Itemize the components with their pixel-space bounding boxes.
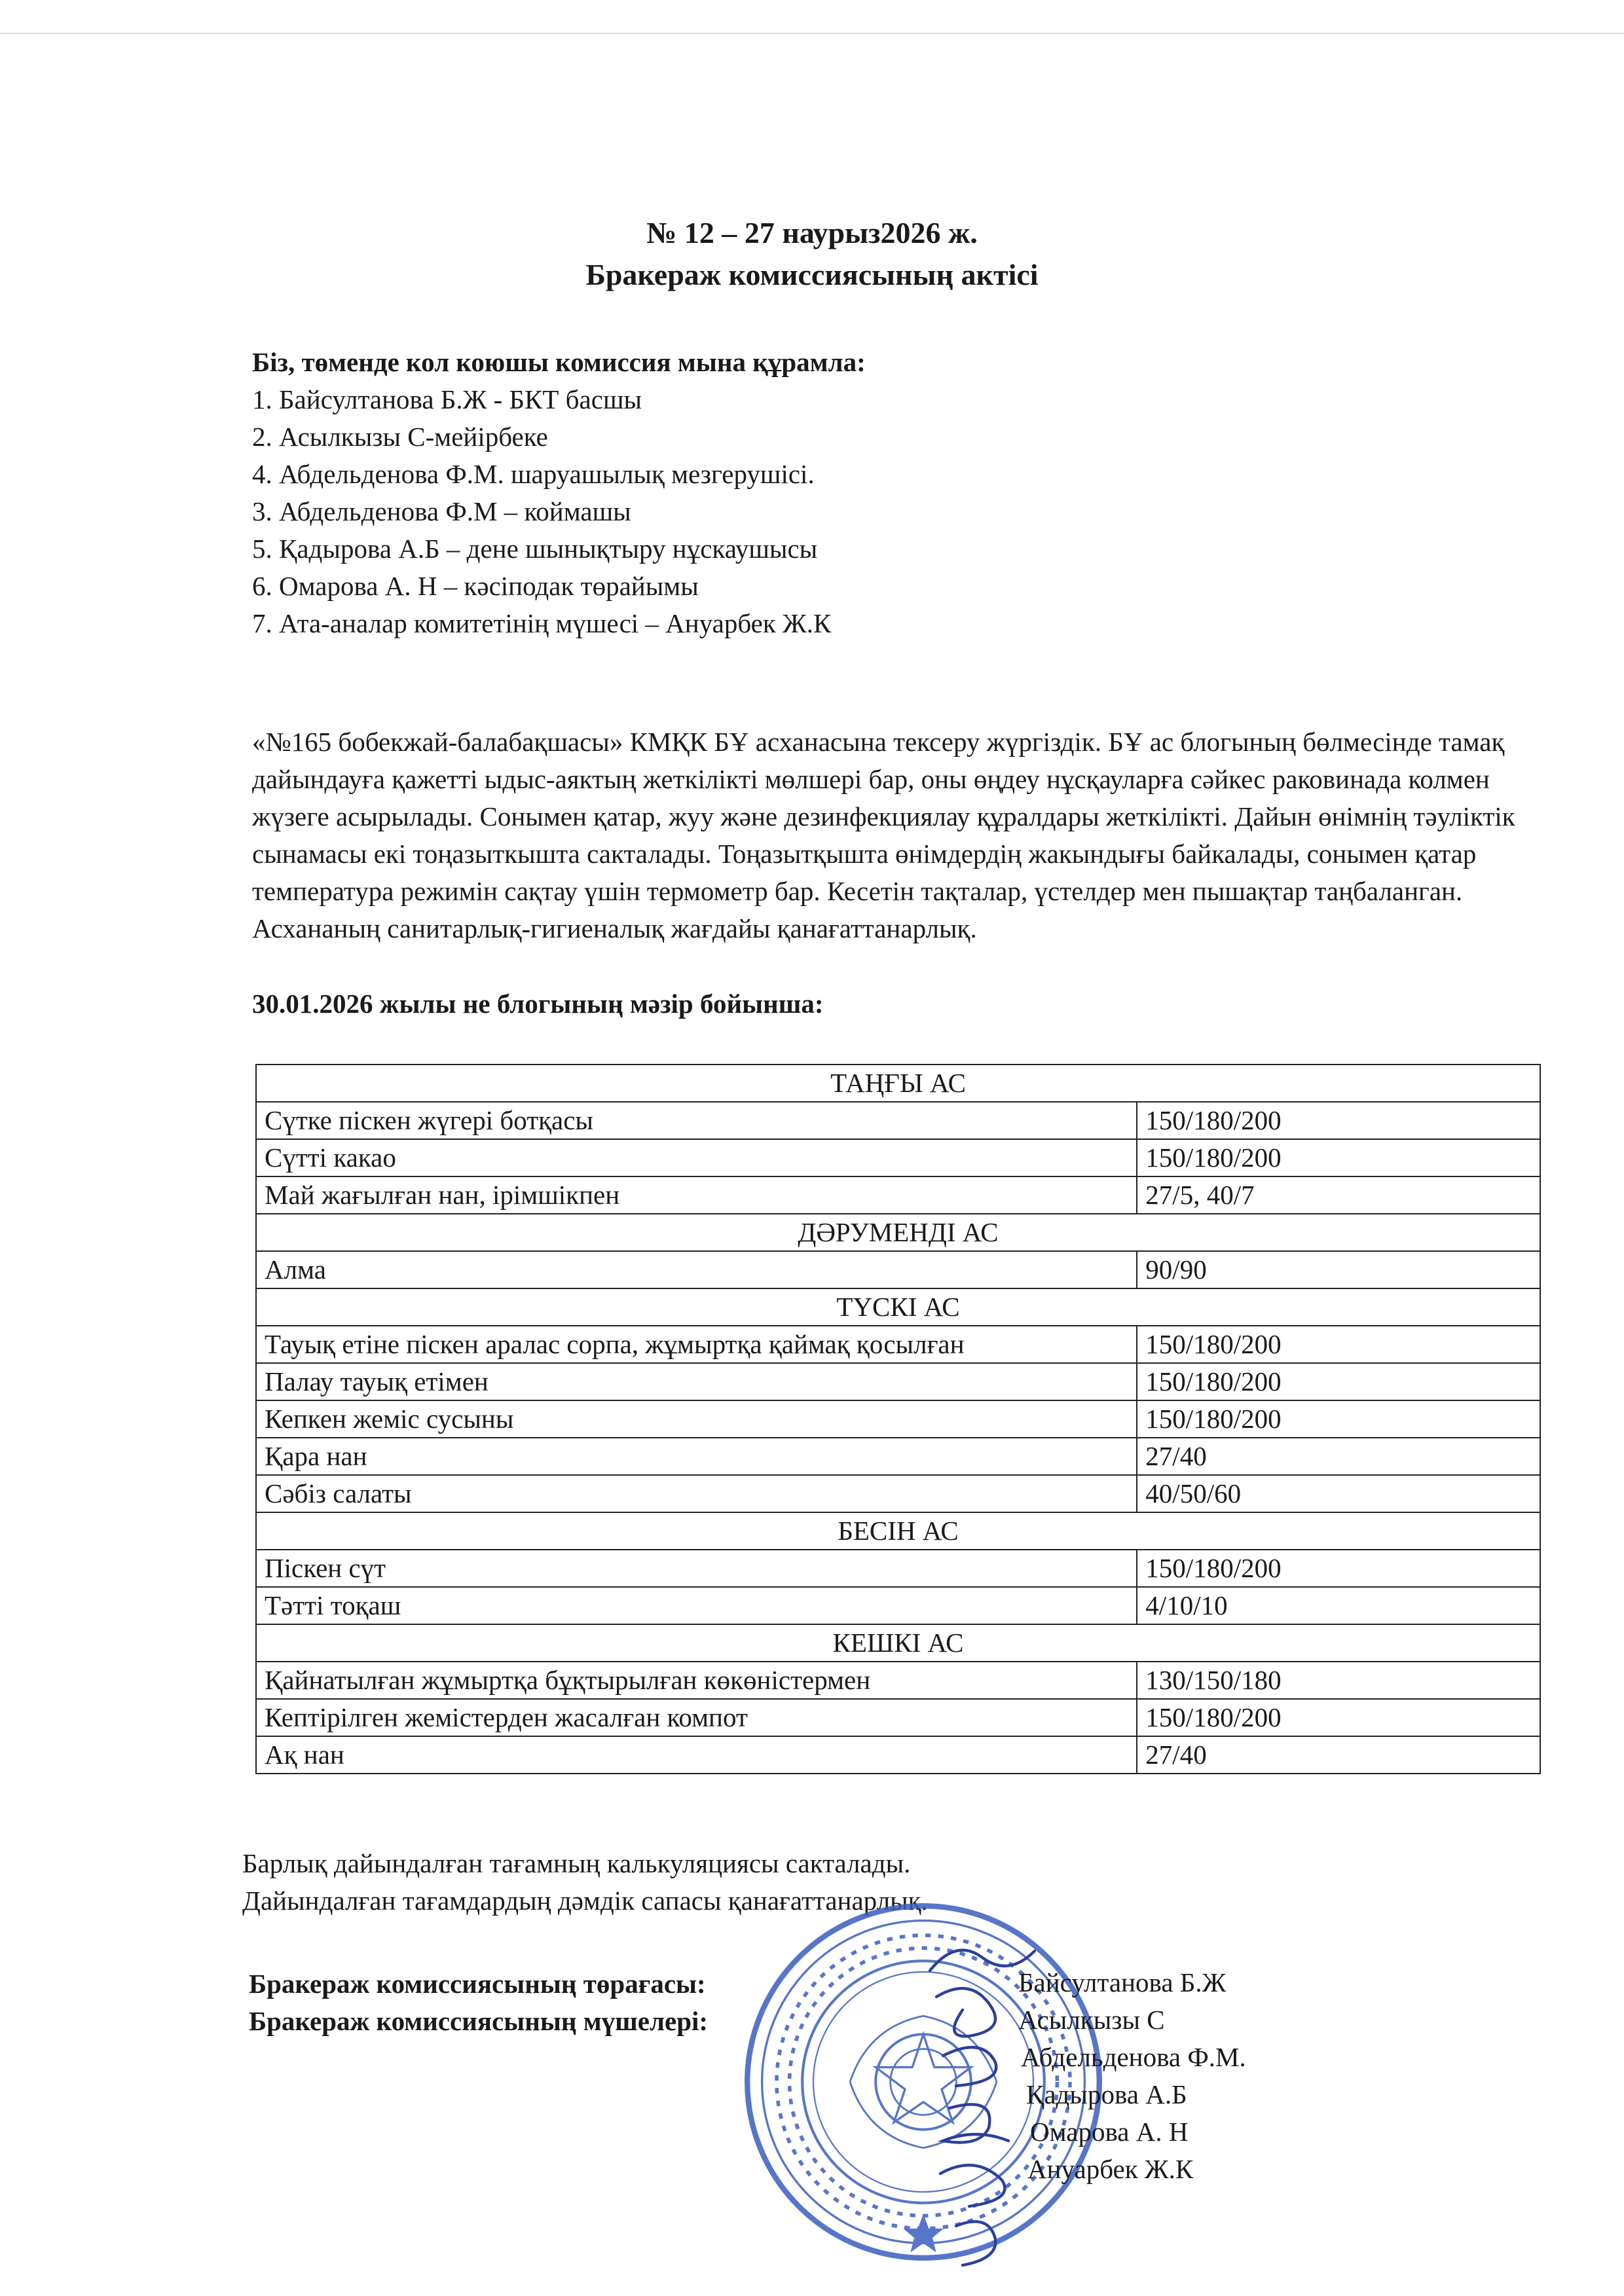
dish-portion: 27/40 (1137, 1736, 1540, 1774)
commission-member: 6. Омарова А. Н – кәсіподак төрайымы (252, 571, 699, 601)
section-row (256, 1065, 1540, 1102)
dish-portion: 4/10/10 (1137, 1587, 1540, 1624)
commission-member: 7. Ата-аналар комитетінің мүшесі – Ануарбек Ж.К (252, 608, 832, 638)
dish-portion: 150/180/200 (1137, 1699, 1540, 1736)
commission-member: 5. Қадырова А.Б – дене шынықтыру нұскаушысы (252, 534, 818, 564)
section-row (256, 1288, 1540, 1326)
dish-name: Алма (256, 1251, 1137, 1288)
dish-portion: 90/90 (1137, 1251, 1540, 1288)
commission-intro: Біз, төменде кол коюшы комиссия мына құрамла: (252, 347, 866, 377)
section-title: ДӘРУМЕНДІ АС (256, 1214, 1540, 1251)
dish-name: Кептірілген жемістерден жасалған компот (256, 1699, 1137, 1736)
dish-portion: 40/50/60 (1137, 1475, 1540, 1512)
chair-label: Бракераж комиссиясының төрағасы: (249, 1969, 706, 1999)
table-row (256, 1139, 1540, 1176)
scan-edge-line (0, 33, 1624, 34)
table-row (256, 1736, 1540, 1774)
signatory-name: Омарова А. Н (1030, 2117, 1189, 2147)
table-row (256, 1363, 1540, 1400)
dish-name: Ақ нан (256, 1736, 1137, 1774)
section-title: БЕСІН АС (256, 1512, 1540, 1550)
members-label: Бракераж комиссиясының мүшелері: (249, 2006, 709, 2036)
dish-name: Сүтті какао (256, 1139, 1137, 1176)
section-row (256, 1512, 1540, 1550)
signatory-name: Абдельденова Ф.М. (1021, 2042, 1246, 2072)
dish-name: Қара нан (256, 1438, 1137, 1475)
table-row (256, 1587, 1540, 1624)
dish-portion: 130/150/180 (1137, 1662, 1540, 1699)
dish-name: Қайнатылған жұмыртқа бұқтырылған көкөністермен (256, 1662, 1137, 1699)
commission-members-block (252, 344, 1496, 642)
dish-portion: 27/5, 40/7 (1137, 1176, 1540, 1214)
dish-name: Сүтке піскен жүгері ботқасы (256, 1102, 1137, 1139)
table-row (256, 1550, 1540, 1587)
signatory-name: Ануарбек Ж.К (1027, 2154, 1194, 2184)
dish-portion: 150/180/200 (1137, 1400, 1540, 1438)
dish-name: Палау тауық етімен (256, 1363, 1137, 1400)
dish-name: Сәбіз салаты (256, 1475, 1137, 1512)
dish-name: Кепкен жеміс сусыны (256, 1400, 1137, 1438)
section-title: ТАҢҒЫ АС (256, 1065, 1540, 1102)
commission-member: 2. Асылкызы С-мейірбеке (252, 422, 548, 452)
act-title: Бракераж комиссиясының актісі (585, 258, 1039, 291)
dish-portion: 150/180/200 (1137, 1363, 1540, 1400)
section-row (256, 1214, 1540, 1251)
dish-portion: 150/180/200 (1137, 1139, 1540, 1176)
menu-date-line: 30.01.2026 жылы не блогының мәзір бойынша: (252, 989, 824, 1019)
section-title: КЕШКІ АС (256, 1624, 1540, 1662)
table-row (256, 1176, 1540, 1214)
section-row (256, 1624, 1540, 1662)
commission-member: 4. Абдельденова Ф.М. шаруашылық мезгерушісі. (252, 459, 815, 489)
table-row (256, 1438, 1540, 1475)
footer-line: Барлық дайындалған тағамның калькуляциясы сакталады. (242, 1848, 911, 1878)
dish-portion: 27/40 (1137, 1438, 1540, 1475)
section-title: ТҮСКІ АС (256, 1288, 1540, 1326)
dish-name: Тәтті тоқаш (256, 1587, 1137, 1624)
footer-line: Дайындалған тағамдардың дәмдік сапасы қанағаттанарлық. (242, 1886, 928, 1916)
commission-member: 1. Байсултанова Б.Ж - БКТ басшы (252, 384, 642, 414)
table-row (256, 1400, 1540, 1438)
dish-portion: 150/180/200 (1137, 1550, 1540, 1587)
table-row (256, 1251, 1540, 1288)
commission-member: 3. Абдельденова Ф.М – коймашы (252, 496, 631, 526)
table-row (256, 1699, 1540, 1736)
dish-portion: 150/180/200 (1137, 1102, 1540, 1139)
signatory-name: Қадырова А.Б (1026, 2079, 1187, 2109)
signatory-name: Асылкызы С (1018, 2005, 1165, 2035)
table-row (256, 1326, 1540, 1363)
signature-labels (249, 1965, 708, 2040)
dish-name: Май жағылған нан, ірімшікпен (256, 1176, 1137, 1214)
signatory-name: Байсултанова Б.Ж (1018, 1967, 1227, 1997)
dish-name: Тауық етіне піскен аралас сорпа, жұмыртқа қаймақ қосылған (256, 1326, 1137, 1363)
table-row (256, 1662, 1540, 1699)
signatory-names (1018, 1964, 1246, 2188)
dish-name: Піскен сүт (256, 1550, 1137, 1587)
act-number-date: № 12 – 27 наурыз2026 ж. (646, 216, 978, 249)
menu-table (255, 1064, 1541, 1774)
inspection-paragraph: «№165 бобекжай-балабақшасы» КМҚК БҰ асханасына тексеру жүргіздік. БҰ ас блогының бөлмесінде тамақ дайындауға қажетті ыдыс-аяктың жеткілікті мөлшері бар, оны өңдеу нұсқауларға сәйкес раковинада колмен жүзеге асырылады. Сонымен қатар, жуу және дезинфекциялау құралдары жеткілікті. Дайын өнімнің тәуліктік сынамасы екі тоңазыткышта сакталады. Тоңазытқышта өнімдердің жакындығы байкалады, сонымен қатар температура режимін сақтау үшін термометр бар. Кесетін тақталар, үстелдер мен пышақтар таңбаланган. Асхананың санитарлық-гигиеналық жағдайы қанағаттанарлық. (252, 727, 1515, 943)
table-row (256, 1102, 1540, 1139)
dish-portion: 150/180/200 (1137, 1326, 1540, 1363)
table-row (256, 1475, 1540, 1512)
